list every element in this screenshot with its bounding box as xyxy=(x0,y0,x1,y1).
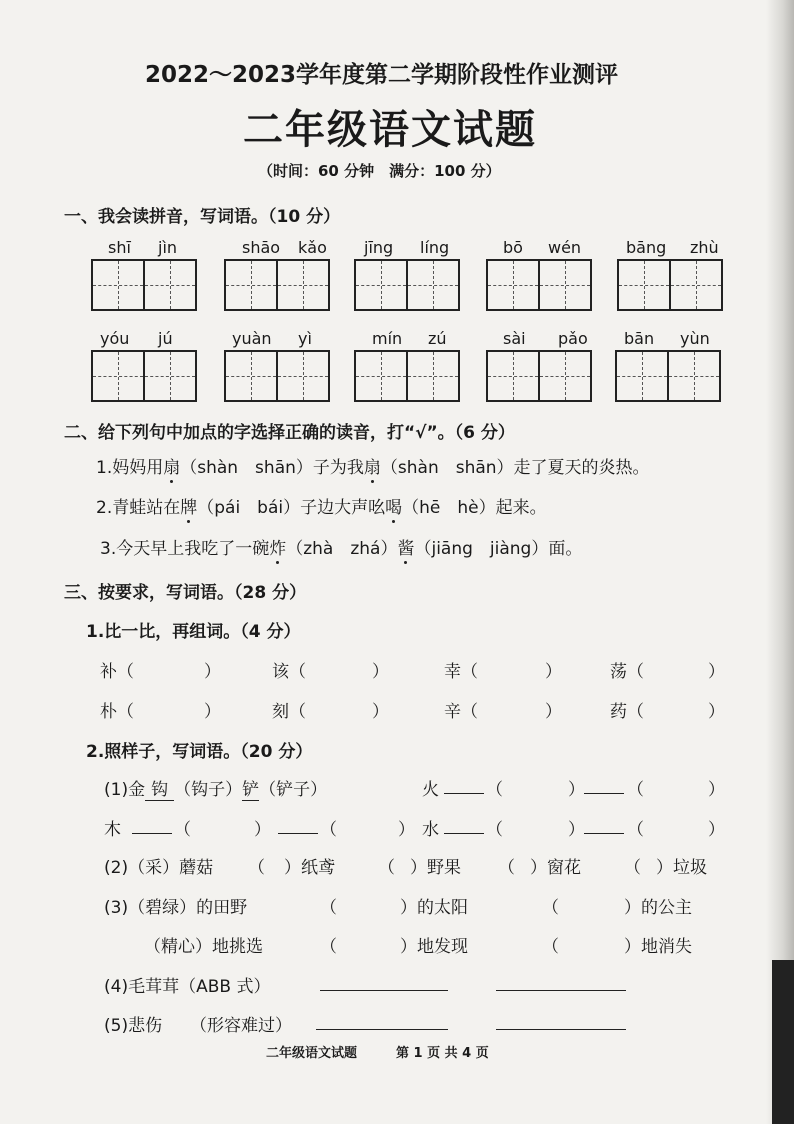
section-3-heading: 三、按要求，写词语。（28 分） xyxy=(64,583,307,603)
paren: ） xyxy=(568,820,585,840)
paren: （ xyxy=(486,820,503,840)
pinyin: pǎo xyxy=(558,329,588,348)
pinyin: mín xyxy=(372,329,403,348)
answer-line[interactable] xyxy=(496,1029,626,1030)
answer-line[interactable] xyxy=(320,990,448,991)
writing-grid[interactable] xyxy=(615,350,721,402)
blank-line[interactable] xyxy=(444,833,484,834)
paren: （ xyxy=(627,820,644,840)
pinyin: shī xyxy=(108,238,131,257)
dotted-char: 炸 xyxy=(269,539,287,559)
paren: ） xyxy=(545,662,562,682)
writing-grid[interactable] xyxy=(224,350,330,402)
pinyin: yùn xyxy=(680,329,710,348)
page-edge-shadow xyxy=(766,0,794,1124)
paren: ） xyxy=(708,780,725,800)
exam-title: 2022～2023学年度第二学期阶段性作业测评 xyxy=(145,62,619,88)
blank-line[interactable] xyxy=(584,793,624,794)
writing-grid[interactable] xyxy=(486,259,592,311)
compare-char: 荡（ xyxy=(610,662,644,682)
exam-subtitle: 二年级语文试题 xyxy=(243,106,537,153)
writing-grid[interactable] xyxy=(91,259,197,311)
compare-char: 朴（ xyxy=(100,702,134,722)
exam-info: （时间：60 分钟 满分：100 分） xyxy=(258,162,501,180)
paren: （ xyxy=(320,937,337,957)
verb-phrase: ）纸鸢 xyxy=(284,858,335,878)
answer-line[interactable] xyxy=(496,990,626,991)
adv-phrase: （精心）地挑选 xyxy=(144,937,263,957)
radical-wood: 木 xyxy=(104,820,121,840)
paren: ） xyxy=(398,820,415,840)
paren: ） xyxy=(708,820,725,840)
dotted-char: 酱 xyxy=(397,539,415,559)
verb-phrase: (2)（采）蘑菇 xyxy=(104,858,214,878)
paren: （ xyxy=(624,858,641,878)
writing-grid[interactable] xyxy=(617,259,723,311)
pinyin: líng xyxy=(420,238,450,257)
part-3-1-heading: 1.比一比，再组词。（4 分） xyxy=(86,622,301,642)
paren: （ xyxy=(542,898,559,918)
writing-grid[interactable] xyxy=(354,259,460,311)
paren: ） xyxy=(372,662,389,682)
abb-prompt: (4)毛茸茸（ABB 式） xyxy=(104,977,271,997)
paren: ） xyxy=(568,780,585,800)
synonym-hint: （形容难过） xyxy=(190,1016,292,1036)
paren: （ xyxy=(174,820,191,840)
paren: （ xyxy=(627,780,644,800)
paren: （ xyxy=(248,858,265,878)
radical-fire: 火 xyxy=(422,780,439,800)
compare-char: 补（ xyxy=(100,662,134,682)
pinyin-row-1 xyxy=(0,238,794,258)
pinyin: yóu xyxy=(100,329,130,348)
paren: （ xyxy=(378,858,395,878)
compare-char: 幸（ xyxy=(444,662,478,682)
answer-line[interactable] xyxy=(316,1029,448,1030)
pinyin: jīng xyxy=(364,238,394,257)
pinyin: bān xyxy=(624,329,655,348)
example-1: (1)金 钩 （钩子）铲（铲子） xyxy=(104,775,327,801)
question-2-1: 1.妈妈用扇（shàn shān）子为我扇（shàn shān）走了夏天的炎热。 xyxy=(96,458,650,478)
paren: （ xyxy=(320,898,337,918)
pinyin-row-2 xyxy=(0,329,794,349)
verb-phrase: ）野果 xyxy=(410,858,461,878)
compare-char: 药（ xyxy=(610,702,644,722)
pinyin: bō xyxy=(503,238,523,257)
dotted-char: 牌 xyxy=(180,498,198,518)
blank-line[interactable] xyxy=(444,793,484,794)
pinyin: zhù xyxy=(690,238,719,257)
paren: ） xyxy=(708,702,725,722)
section-1-heading: 一、我会读拼音，写词语。（10 分） xyxy=(64,207,341,227)
pinyin: sài xyxy=(503,329,526,348)
paren: （ xyxy=(486,780,503,800)
section-2-heading: 二、给下列句中加点的字选择正确的读音，打“√”。（6 分） xyxy=(64,423,515,443)
question-2-3: 3.今天早上我吃了一碗炸（zhà zhá）酱（jiāng jiàng）面。 xyxy=(100,539,583,559)
part-3-2-heading: 2.照样子，写词语。（20 分） xyxy=(86,742,313,762)
paren: ） xyxy=(204,702,221,722)
dotted-char: 扇 xyxy=(163,458,181,478)
pinyin: bāng xyxy=(626,238,667,257)
radical-water: 水 xyxy=(422,820,439,840)
adv-phrase: ）地发现 xyxy=(400,937,468,957)
writing-grid[interactable] xyxy=(224,259,330,311)
paren: （ xyxy=(542,937,559,957)
verb-phrase: ）垃圾 xyxy=(656,858,707,878)
dotted-char: 喝 xyxy=(385,498,403,518)
adj-phrase: (3)（碧绿）的田野 xyxy=(104,898,248,918)
writing-grid[interactable] xyxy=(91,350,197,402)
pinyin: yì xyxy=(298,329,312,348)
compare-char: 辛（ xyxy=(444,702,478,722)
pinyin: shāo xyxy=(242,238,281,257)
paren: ） xyxy=(204,662,221,682)
question-2-2: 2.青蛙站在牌（pái bái）子边大声吆喝（hē hè）起来。 xyxy=(96,498,547,518)
blank-line[interactable] xyxy=(278,833,318,834)
paren: （ xyxy=(498,858,515,878)
pinyin: kǎo xyxy=(298,238,327,257)
paren: ） xyxy=(254,820,271,840)
adj-phrase: ）的公主 xyxy=(624,898,692,918)
pinyin: yuàn xyxy=(232,329,272,348)
adv-phrase: ）地消失 xyxy=(624,937,692,957)
page-edge-dark xyxy=(772,960,794,1124)
blank-line[interactable] xyxy=(132,833,172,834)
compare-char: 该（ xyxy=(272,662,306,682)
paren: ） xyxy=(545,702,562,722)
adj-phrase: ）的太阳 xyxy=(400,898,468,918)
writing-grid[interactable] xyxy=(486,350,592,402)
pinyin: jú xyxy=(158,329,173,348)
synonym-word: (5)悲伤 xyxy=(104,1016,163,1036)
writing-grid[interactable] xyxy=(354,350,460,402)
pinyin: wén xyxy=(548,238,582,257)
paren: ） xyxy=(708,662,725,682)
pinyin: jìn xyxy=(158,238,178,257)
blank-line[interactable] xyxy=(584,833,624,834)
footer-exam-name: 二年级语文试题 xyxy=(266,1046,358,1061)
dotted-char: 扇 xyxy=(363,458,381,478)
pinyin: zú xyxy=(428,329,447,348)
paren: （ xyxy=(320,820,337,840)
page-number: 第 1 页 共 4 页 xyxy=(396,1046,489,1061)
verb-phrase: ）窗花 xyxy=(530,858,581,878)
compare-char: 刻（ xyxy=(272,702,306,722)
paren: ） xyxy=(372,702,389,722)
